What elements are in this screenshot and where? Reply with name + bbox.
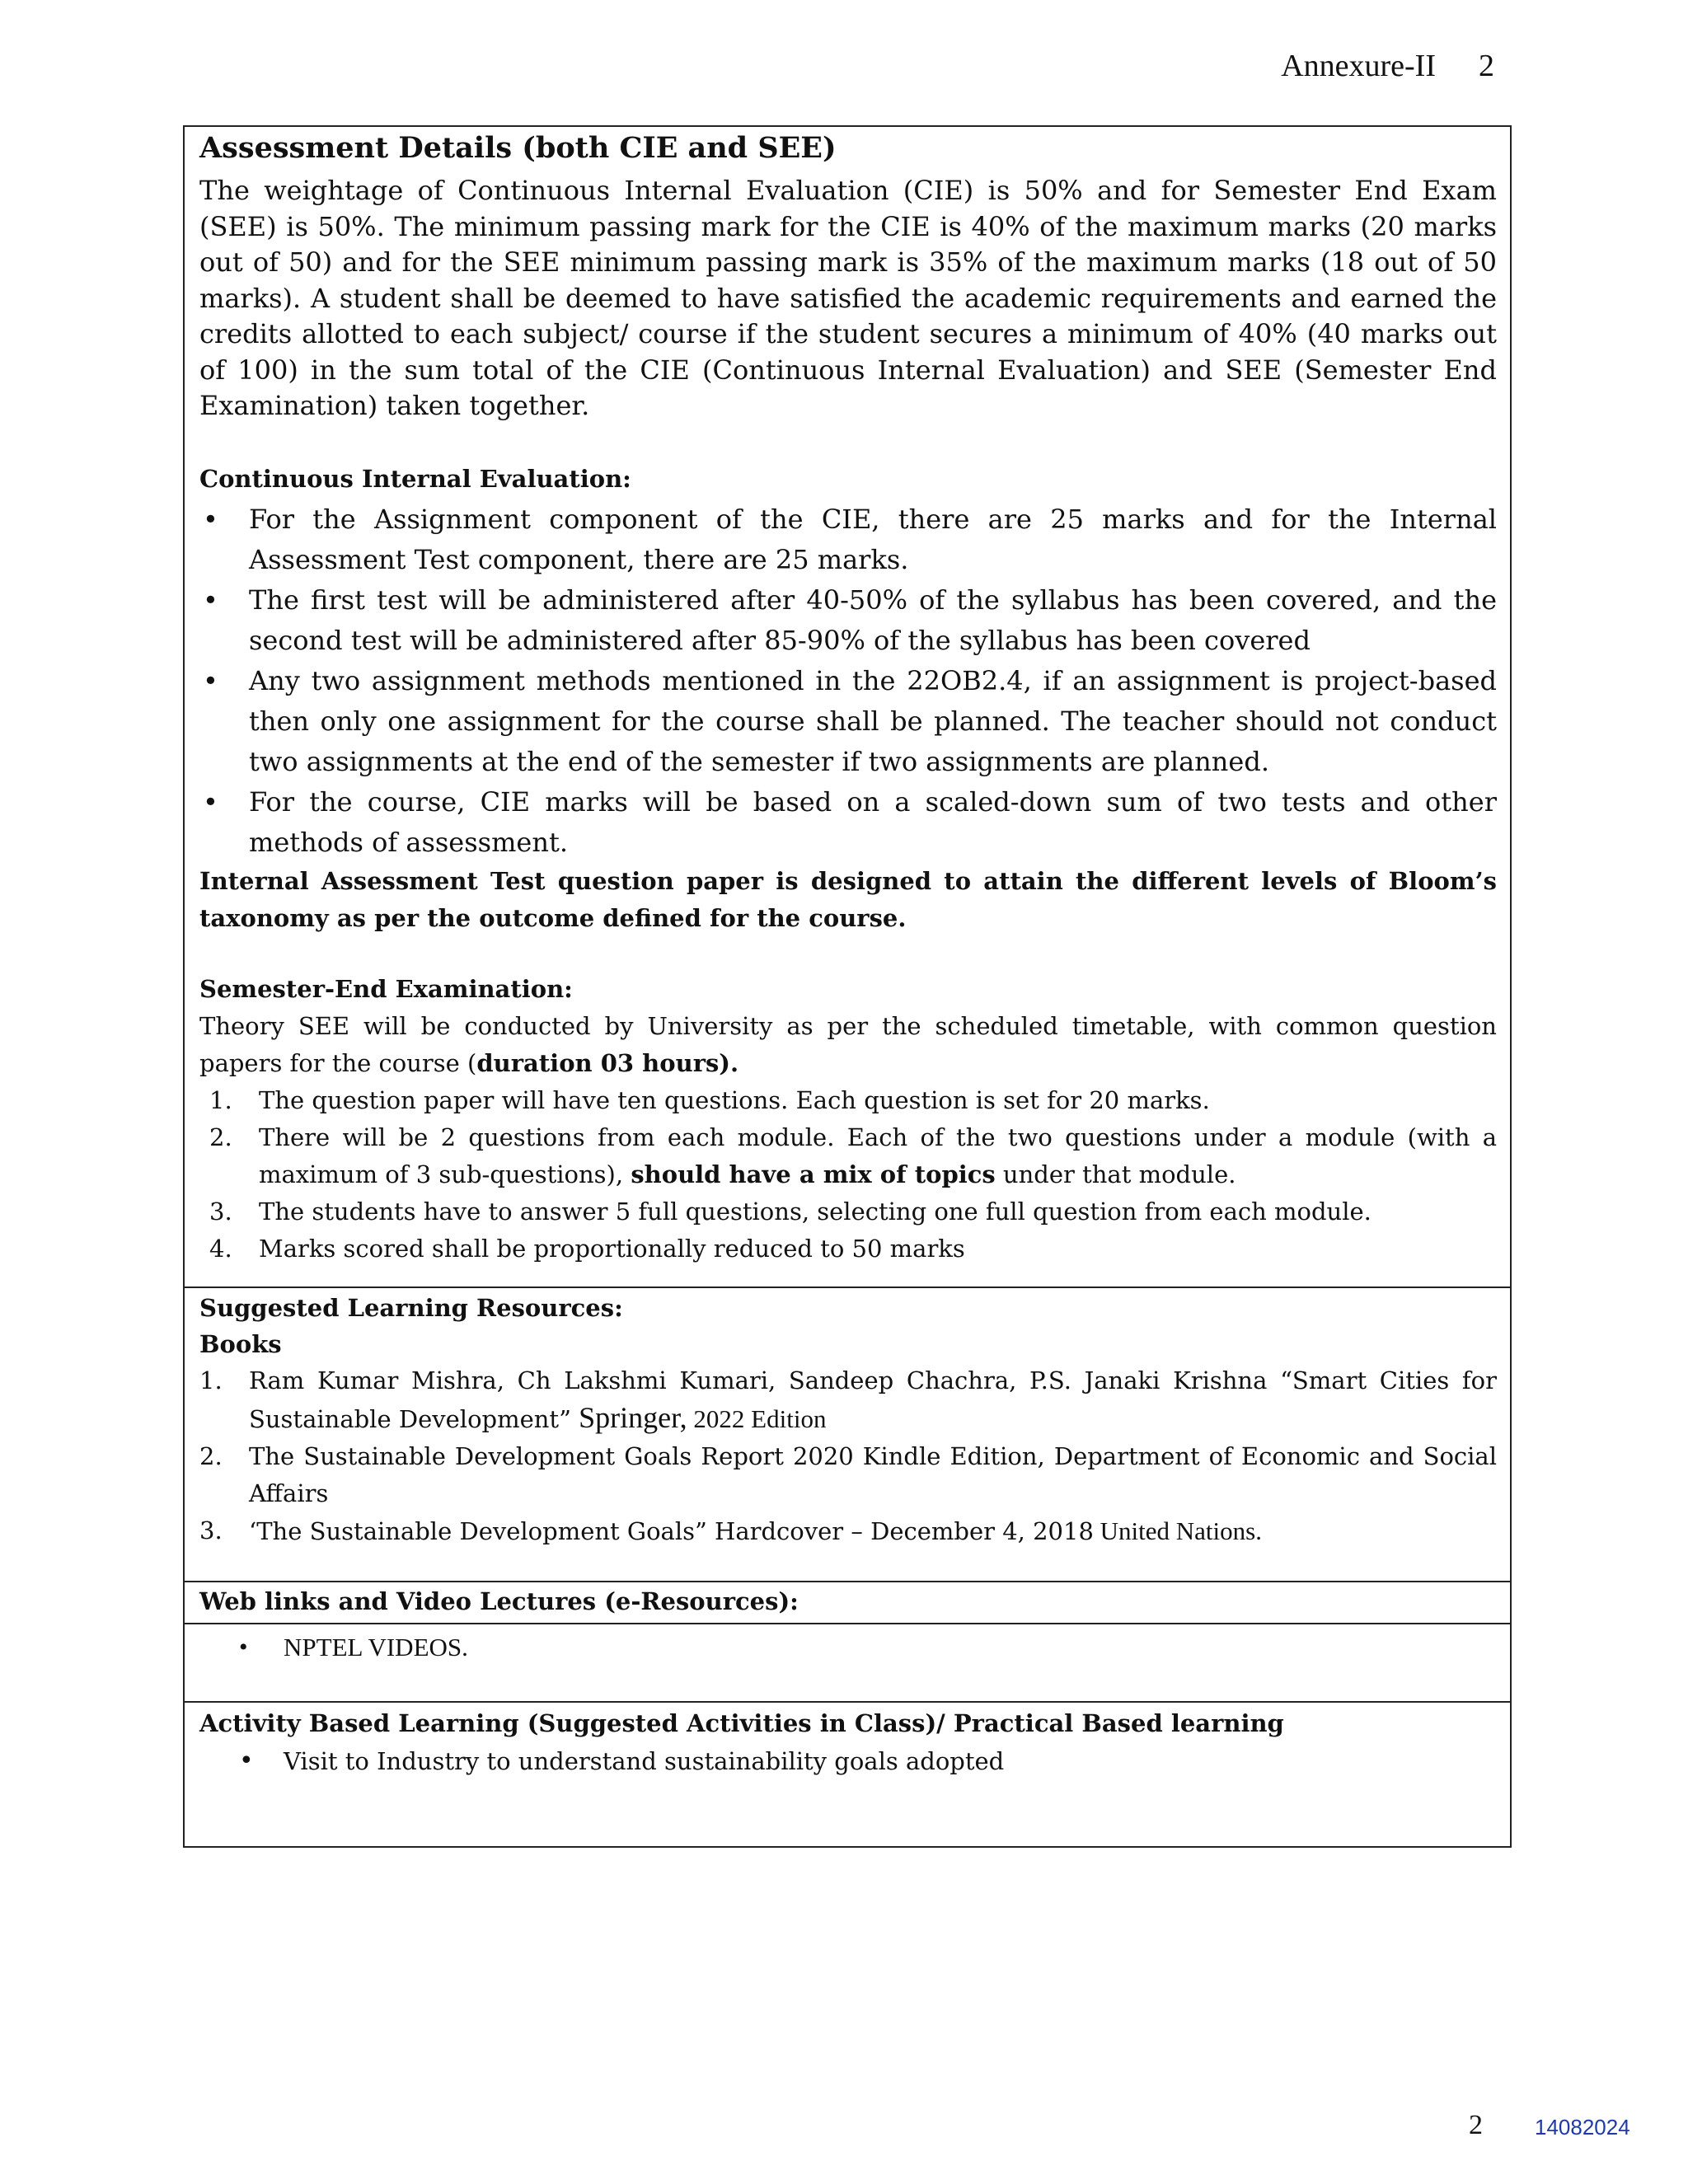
- assessment-section: [185, 127, 1510, 1268]
- list-number: 2.: [199, 1442, 223, 1470]
- list-text-bold: should have a mix of topics: [631, 1160, 996, 1188]
- see-intro-text: Theory SEE will be conducted by University as per the scheduled timetable, with common question papers for the course (: [199, 1011, 1497, 1077]
- header-page-number: 2: [1479, 49, 1494, 83]
- row-divider: [185, 1581, 1510, 1582]
- weblinks-items: [185, 1629, 1510, 1666]
- weblinks-section: [185, 1585, 1510, 1618]
- list-number: 2.: [209, 1122, 232, 1151]
- cie-list: [199, 499, 1497, 863]
- list-item: [199, 1119, 1497, 1193]
- list-item: [199, 1193, 1497, 1230]
- row-divider: [185, 1286, 1510, 1288]
- resources-heading: Suggested Learning Resources:: [199, 1294, 623, 1322]
- list-item: • For the Assignment component of the CIE, there are 25 marks and for the Internal Assessment Test component, there are 25 marks.: [199, 499, 1497, 580]
- list-number: 3.: [199, 1516, 223, 1544]
- activity-items: [185, 1742, 1510, 1780]
- list-number: 1.: [199, 1366, 223, 1394]
- weblinks-list: [185, 1629, 1510, 1666]
- list-item: • The first test will be administered after 40-50% of the syllabus has been covered, and the second test will be administered after 85-90% of the syllabus has been covered: [199, 580, 1497, 661]
- list-item: • Visit to Industry to understand sustainability goals adopted: [185, 1742, 1510, 1780]
- cie-note: Internal Assessment Test question paper is designed to attain the different levels of Bloom’s taxonomy as per the outcome defined for the course.: [199, 866, 1497, 932]
- list-number: 1.: [209, 1085, 232, 1114]
- assessment-intro: The weightage of Continuous Internal Evaluation (CIE) is 50% and for Semester End Exam (SEE) is 50%. The minimum passing mark for the CIE is 40% of the maximum marks (20 marks out of 50) and for the SEE minimum passing mark is 35% of the maximum marks (18 out of 50 marks). A student shall be deemed to have satisfied the academic requirements and earned the credits allotted to each subject/ course if the student secures a minimum of 40% (40 marks out of 100) in the sum total of the CIE (Continuous Internal Evaluation) and SEE (Semester End Examination) taken together.: [199, 175, 1497, 421]
- page-header: [1281, 48, 1494, 84]
- list-item: • Any two assignment methods mentioned in the 22OB2.4, if an assignment is project-based then only one assignment for the course shall be planned. The teacher should not conduct two assignments at the end of the semester if two assignments are planned.: [199, 661, 1497, 782]
- list-text: The students have to answer 5 full questions, selecting one full question from each module.: [259, 1197, 1372, 1226]
- footer-page-number: 2: [1469, 2110, 1483, 2140]
- weblinks-heading: Web links and Video Lectures (e-Resources):: [199, 1587, 799, 1615]
- book-edition: 2022 Edition: [687, 1404, 827, 1433]
- see-list: [199, 1082, 1497, 1268]
- activity-list: [185, 1742, 1510, 1780]
- list-item: [199, 1438, 1497, 1512]
- books-list: [199, 1362, 1497, 1550]
- activity-heading: Activity Based Learning (Suggested Activities in Class)/ Practical Based learning: [199, 1709, 1284, 1737]
- book-text: Ram Kumar Mishra, Ch Lakshmi Kumari, Sandeep Chachra, P.S. Janaki Krishna “Smart Cities for Sustainable Development”: [249, 1366, 1497, 1433]
- list-item: • For the course, CIE marks will be based on a scaled-down sum of two tests and other methods of assessment.: [199, 782, 1497, 863]
- footer-code: 14082024: [1535, 2115, 1630, 2139]
- book-tail: United Nations.: [1093, 1516, 1262, 1545]
- row-divider: [185, 1701, 1510, 1703]
- list-item: • NPTEL VIDEOS.: [185, 1629, 1510, 1666]
- list-text: under that module.: [995, 1160, 1236, 1188]
- list-item: [199, 1230, 1497, 1268]
- see-duration: duration 03 hours).: [476, 1048, 739, 1077]
- list-item: [199, 1512, 1497, 1550]
- syllabus-table: [183, 125, 1512, 1848]
- list-number: 3.: [209, 1197, 232, 1226]
- see-intro: [199, 1008, 1497, 1082]
- cie-heading: Continuous Internal Evaluation:: [199, 464, 631, 493]
- resources-section: [185, 1290, 1510, 1550]
- list-text: Marks scored shall be proportionally reduced to 50 marks: [259, 1234, 965, 1263]
- list-text: The question paper will have ten questions. Each question is set for 20 marks.: [259, 1085, 1210, 1114]
- list-item: [199, 1362, 1497, 1438]
- book-text: The Sustainable Development Goals Report 2020 Kindle Edition, Department of Economic and Social Affairs: [249, 1442, 1497, 1507]
- book-publisher: Springer,: [579, 1401, 687, 1434]
- book-text: ‘The Sustainable Development Goals” Hardcover – December 4, 2018: [249, 1517, 1094, 1545]
- row-divider: [185, 1623, 1510, 1624]
- activity-section: [185, 1705, 1510, 1741]
- list-text: There will be 2 questions from each module. Each of the two questions under a module (with a maximum of 3 sub-questions),: [259, 1122, 1497, 1188]
- annexure-label: Annexure-II: [1281, 49, 1436, 83]
- assessment-title: Assessment Details (both CIE and SEE): [199, 131, 837, 165]
- see-heading: Semester-End Examination:: [199, 974, 573, 1003]
- books-heading: Books: [199, 1330, 282, 1358]
- list-item: [199, 1082, 1497, 1119]
- list-number: 4.: [209, 1234, 232, 1263]
